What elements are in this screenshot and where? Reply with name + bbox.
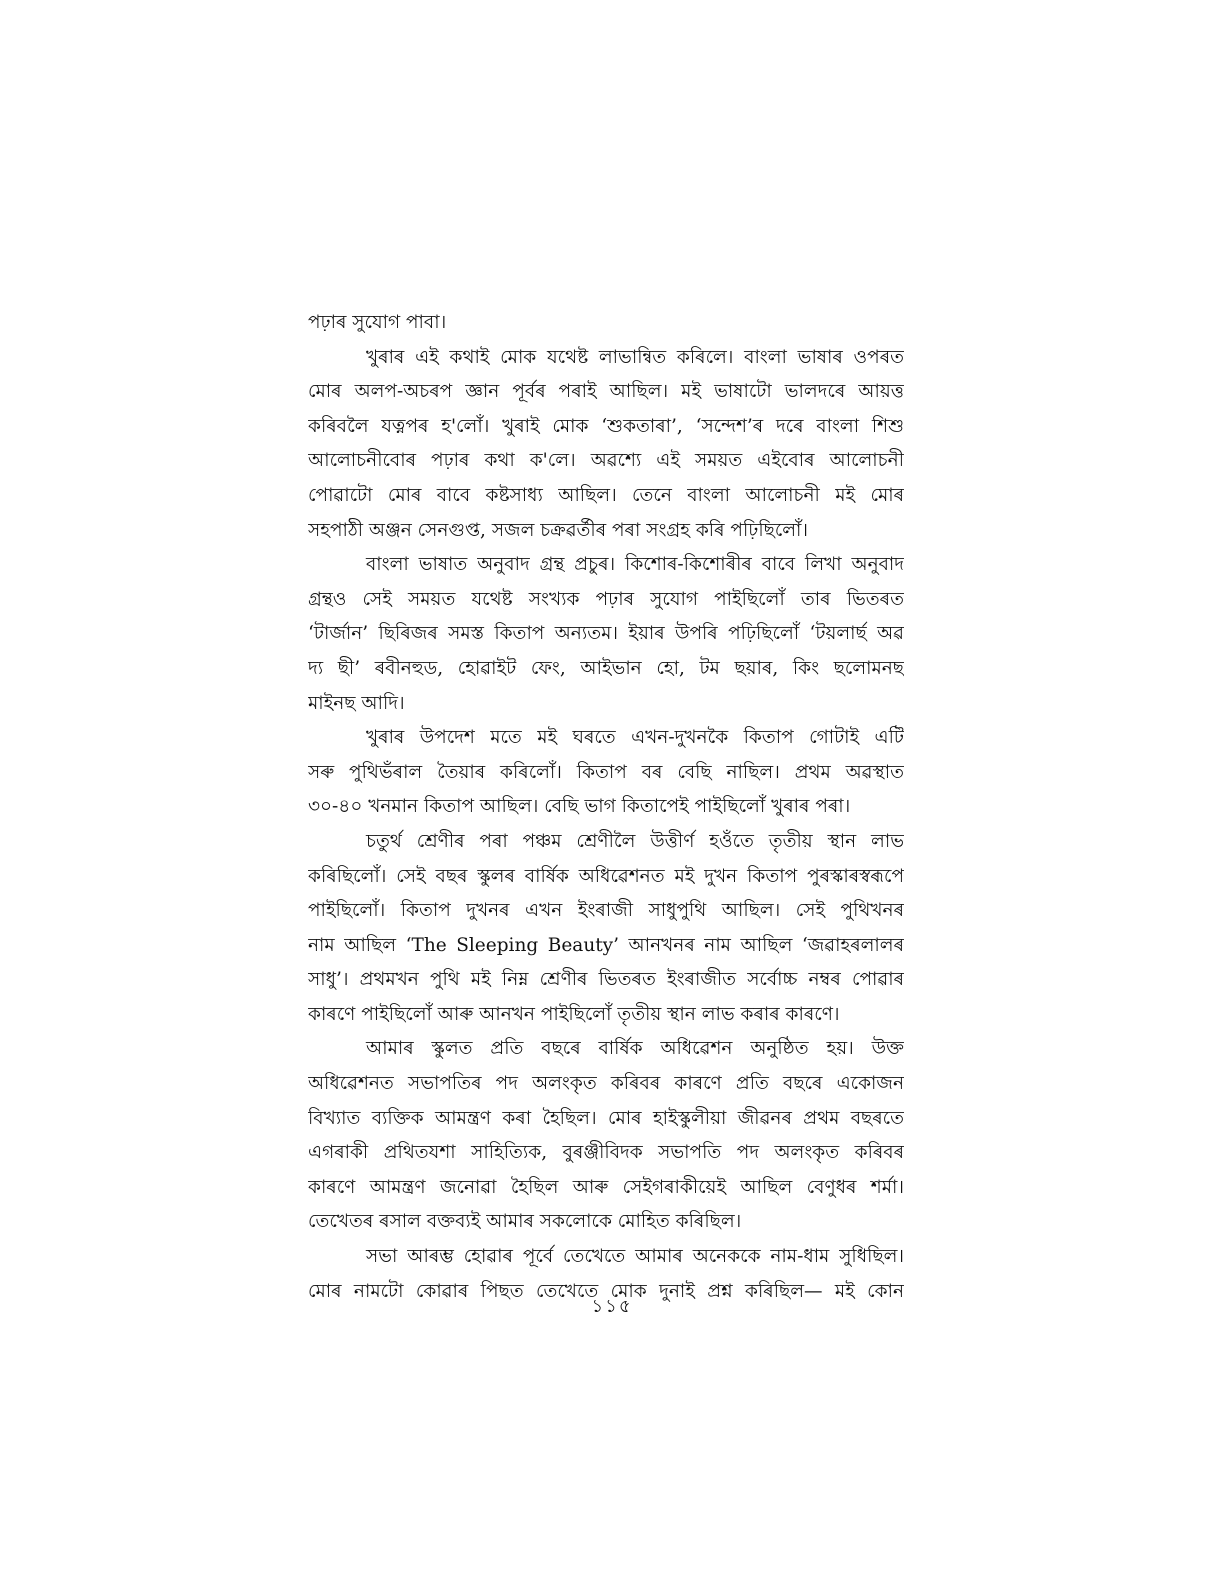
text-line: গ্ৰন্থও সেই সময়ত যথেষ্ট সংখ্যক পঢ়াৰ সুযোগ পাইছিলোঁ তাৰ ভিতৰত — [308, 588, 904, 610]
text-line: আমাৰ স্কুলত প্ৰতি বছৰে বাৰ্ষিক অধিৱেশন অনুষ্ঠিত হয়। উক্ত — [366, 1038, 904, 1060]
text-line: ‘টাৰ্জান’ ছিৰিজৰ সমস্ত কিতাপ অন্যতম। ইয়াৰ উপৰি পঢ়িছিলোঁ ‘টয়লাৰ্ছ অৱ — [308, 623, 904, 645]
text-line: তেখেতৰ ৰসাল বক্তব্যই আমাৰ সকলোকে মোহিত কৰিছিল। — [308, 1211, 742, 1233]
text-line: মোৰ অলপ-অচৰপ জ্ঞান পূৰ্বৰ পৰাই আছিল। মই ভাষাটো ভালদৰে আয়ত্ত — [308, 381, 904, 403]
text-line: পোৱাটো মোৰ বাবে কষ্টসাধ্য আছিল। তেনে বাংলা আলোচনী মই মোৰ — [308, 484, 904, 506]
text-line: আলোচনীবোৰ পঢ়াৰ কথা ক'লে। অৱশ্যে এই সময়ত এইবোৰ আলোচনী — [308, 450, 904, 472]
text-line: মাইনছ আদি। — [308, 692, 405, 714]
text-line: পঢ়াৰ সুযোগ পাবা। — [308, 312, 447, 333]
text-line: সাধু’। প্ৰথমখন পুথি মই নিম্ন শ্ৰেণীৰ ভিতৰত ইংৰাজীত সৰ্বোচ্চ নম্বৰ পোৱাৰ — [308, 969, 904, 991]
text-line: পাইছিলোঁ। কিতাপ দুখনৰ এখন ইংৰাজী সাধুপুথি আছিল। সেই পুথিখনৰ — [308, 900, 904, 922]
text-line: বিখ্যাত ব্যক্তিক আমন্ত্ৰণ কৰা হৈছিল। মোৰ হাইস্কুলীয়া জীৱনৰ প্ৰথম বছৰতে — [308, 1107, 904, 1129]
text-line: দ্য ছী’ ৰবীনহুড, হোৱাইট ফেং, আইভান হো, টম ছয়াৰ, কিং ছলোমনছ — [308, 657, 904, 679]
text-line: ৩০-৪০ খনমান কিতাপ আছিল। বেছি ভাগ কিতাপেই পাইছিলোঁ খুৰাৰ পৰা। — [308, 796, 851, 818]
text-line: এগৰাকী প্ৰথিতযশা সাহিত্যিক, বুৰঞ্জীবিদক সভাপতি পদ অলংকৃত কৰিবৰ — [308, 1142, 904, 1164]
text-line: মোৰ নামটো কোৱাৰ পিছত তেখেতে মোক দুনাই প্ৰশ্ন কৰিছিল— মই কোন — [308, 1280, 904, 1302]
text-line: কৰিবলৈ যত্নপৰ হ'লোঁ। খুৰাই মোক ‘শুকতাৰা’, ‘সন্দেশ’ৰ দৰে বাংলা শিশু — [308, 415, 904, 437]
text-line: কৰিছিলোঁ। সেই বছৰ স্কুলৰ বাৰ্ষিক অধিৱেশনত মই দুখন কিতাপ পুৰস্কাৰস্বৰূপে — [308, 865, 904, 887]
text-line: অধিৱেশনত সভাপতিৰ পদ অলংকৃত কৰিবৰ কাৰণে প্ৰতি বছৰে একোজন — [308, 1073, 904, 1095]
text-line: সৰু পুথিভঁৰাল তৈয়াৰ কৰিলোঁ। কিতাপ বৰ বেছি নাছিল। প্ৰথম অৱস্থাত — [308, 761, 904, 783]
text-line: খুৰাৰ এই কথাই মোক যথেষ্ট লাভান্বিত কৰিলে। বাংলা ভাষাৰ ওপৰত — [366, 346, 904, 368]
text-line: সভা আৰম্ভ হোৱাৰ পূৰ্বে তেখেতে আমাৰ অনেককে নাম-ধাম সুধিছিল। — [366, 1246, 904, 1268]
text-line: কাৰণে আমন্ত্ৰণ জনোৱা হৈছিল আৰু সেইগৰাকীয়েই আছিল বেণুধৰ শৰ্মা। — [308, 1176, 904, 1198]
page-number: ১১৫ — [591, 1296, 633, 1317]
text-line: খুৰাৰ উপদেশ মতে মই ঘৰতে এখন-দুখনকৈ কিতাপ গোটাই এটি — [366, 727, 904, 749]
text-line: চতুৰ্থ শ্ৰেণীৰ পৰা পঞ্চম শ্ৰেণীলৈ উত্তীৰ্ণ হওঁতে তৃতীয় স্থান লাভ — [366, 830, 904, 852]
text-line: কাৰণে পাইছিলোঁ আৰু আনখন পাইছিলোঁ তৃতীয় স্থান লাভ কৰাৰ কাৰণে। — [308, 1003, 840, 1025]
text-line: নাম আছিল ‘The Sleeping Beauty’ আনখনৰ নাম আছিল ‘জৱাহৰলালৰ — [308, 934, 904, 956]
text-line: বাংলা ভাষাত অনুবাদ গ্ৰন্থ প্ৰচুৰ। কিশোৰ-কিশোৰীৰ বাবে লিখা অনুবাদ — [366, 554, 904, 576]
body-text — [308, 306, 904, 1309]
text-line: সহপাঠী অঞ্জন সেনগুপ্ত, সজল চক্ৰৱৰ্তীৰ পৰা সংগ্ৰহ কৰি পঢ়িছিলোঁ। — [308, 519, 809, 541]
